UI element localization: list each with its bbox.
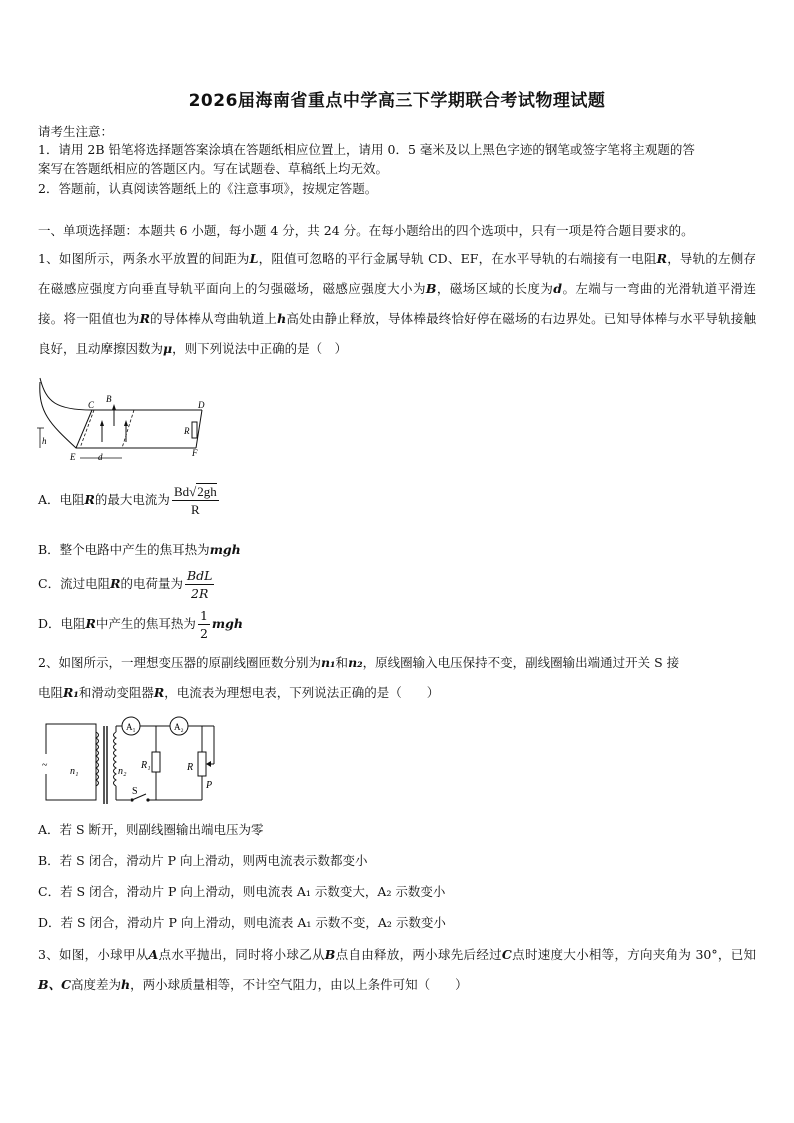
question-1-option-c: C．流过电阻R的电荷量为 $\frac{\text{BdL}}{2R}$: [38, 568, 213, 601]
notice-heading: 请考生注意：: [38, 124, 114, 139]
fig1-label-r: R: [184, 426, 190, 436]
fig2-label-r1: R₁: [141, 760, 151, 771]
fig1-label-d: D: [198, 400, 205, 410]
fig2-label-n2: n₂: [118, 766, 127, 777]
question-2-option-b: B．若 S 闭合，滑动片 P 向上滑动，则两电流表示数都变小: [38, 853, 368, 868]
question-2-option-d: D．若 S 闭合，滑动片 P 向上滑动，则电流表 A₁ 示数不变，A₂ 示数变小: [38, 915, 446, 930]
question-3-stem: 3、如图，小球甲从A点水平抛出，同时将小球乙从B点自由释放，两小球先后经过C点时速度大小相等，方向夹角为 30°，已知B、C高度差为h，两小球质量相等，不计空气阻力，由以上条件可知（ ）: [38, 947, 756, 992]
ac-source-icon: ~: [42, 760, 48, 771]
fig1-label-f: F: [192, 448, 198, 458]
fig2-label-n1: n₁: [70, 766, 79, 777]
fig2-label-r: R: [187, 762, 194, 773]
question-1-figure: [36, 372, 216, 462]
fig2-label-p: P: [206, 780, 213, 791]
notice-item-1-cont: 案写在答题纸相应的答题区内。写在试题卷、草稿纸上均无效。: [38, 161, 389, 176]
ammeter-a1-label: A₁: [126, 722, 136, 732]
question-2-figure: [38, 714, 220, 808]
question-1-option-d: D．电阻R中产生的焦耳热为 $\frac{1}{2}$ mgh: [38, 608, 243, 641]
question-2-option-a: A．若 S 断开，则副线圈输出端电压为零: [38, 822, 264, 837]
question-1-option-a: A．电阻R的最大电流为 $\frac{Bd√2gh}{R}$: [38, 484, 217, 517]
fig1-label-c: C: [88, 400, 95, 410]
section-heading: 一、单项选择题：本题共 6 小题，每小题 4 分，共 24 分。在每小题给出的四个选项中，只有一项是符合题目要求的。: [38, 223, 694, 238]
question-2-option-c: C．若 S 闭合，滑动片 P 向上滑动，则电流表 A₁ 示数变大，A₂ 示数变小: [38, 884, 446, 899]
fig1-label-d-length: d: [98, 452, 103, 462]
fraction: $\frac{Bd√2gh}{R}$: [173, 484, 217, 517]
fraction: $\frac{\text{BdL}}{2R}$: [186, 568, 213, 601]
notice-item-2: 2．答题前，认真阅读答题纸上的《注意事项》，按规定答题。: [38, 181, 378, 196]
notice-item-1: 1．请用 2B 铅笔将选择题答案涂填在答题纸相应位置上，请用 0．5 毫米及以上黑色字迹的钢笔或签字笔将主观题的答: [38, 142, 695, 157]
ammeter-a2-label: A₂: [174, 722, 184, 732]
fig1-label-b: B: [106, 394, 112, 404]
question-2-stem: 2、如图所示，一理想变压器的原副线圈匝数分别为n₁和n₂，原线圈输入电压保持不变，副线圈输出端通过开关 S 接 电阻R₁和滑动变阻器R，电流表为理想电表，下列说法正确的是（ ）: [38, 655, 680, 700]
question-1-stem: 1、如图所示，两条水平放置的间距为L，阻值可忽略的平行金属导轨 CD、EF，在水平导轨的右端接有一电阻R，导轨的左侧存在磁感应强度方向垂直导轨平面向上的匀强磁场，磁感应强度大小为B，磁场区域的长度为d。左端与一弯曲的光滑轨道平滑连接。将一阻值也为R的导体棒从弯曲轨道上h高处由静止释放，导体棒最终恰好停在磁场的右边界处。已知导体棒与水平导轨接触良好，且动摩擦因数为μ，则下列说法中正确的是（ ）: [38, 251, 756, 356]
fig2-label-s: S: [132, 786, 138, 797]
fig1-label-h: h: [42, 436, 47, 446]
question-1-option-b: B．整个电路中产生的焦耳热为mgh: [38, 542, 241, 557]
fig1-label-e: E: [70, 452, 76, 462]
fraction: $\frac{1}{2}$: [199, 608, 208, 641]
page-title: 2026届海南省重点中学高三下学期联合考试物理试题: [188, 91, 606, 111]
